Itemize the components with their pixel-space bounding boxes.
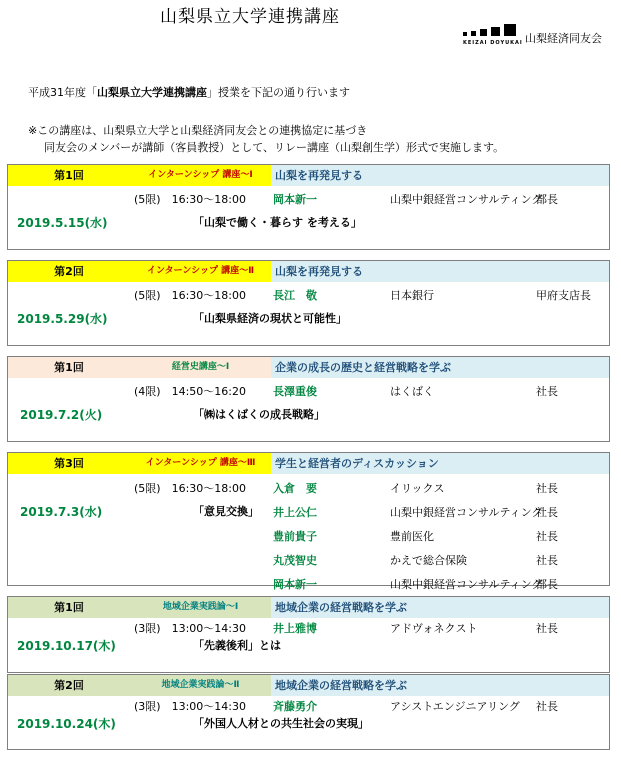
session-block <box>7 596 610 673</box>
lecturer-role: 社長 <box>536 530 558 543</box>
lecturer-row <box>8 695 609 715</box>
lecturer-row <box>8 525 609 545</box>
lecturer-row <box>8 549 609 569</box>
lecturer-company: 山梨中銀経営コンサルティング <box>390 193 543 206</box>
session-theme: 学生と経営者のディスカッション <box>271 453 609 474</box>
lecturer-name: 長江 敬 <box>273 289 317 302</box>
class-period: (5限) 16:30～18:00 <box>134 289 246 302</box>
session-date: 2019.7.3(水) <box>20 505 103 519</box>
session-topic: 「㈱はくばくの成長戦略」 <box>193 408 325 421</box>
lecturer-name: 入倉 要 <box>273 482 317 495</box>
session-number: 第1回 <box>8 357 130 378</box>
course-name: 経営史講座～Ⅰ <box>130 357 271 378</box>
session-topic: 「外国人人材との共生社会の実現」 <box>193 717 369 730</box>
lecturer-role: 社長 <box>536 700 558 713</box>
course-name: 地域企業実践論～Ⅱ <box>130 675 271 696</box>
course-name: インターンシップ 講座～Ⅰ <box>130 165 271 186</box>
note-line-1: ※この講座は、山梨県立大学と山梨経済同友会との連携協定に基づき <box>28 124 368 137</box>
session-date: 2019.10.17(木) <box>17 639 116 653</box>
lecturer-role: 社長 <box>536 385 558 398</box>
lecturer-company: アシストエンジニアリング <box>390 700 520 713</box>
lecturer-role: 社長 <box>536 622 558 635</box>
lecturer-company: はくばく <box>390 385 434 398</box>
course-name: インターンシップ 講座～Ⅱ <box>130 261 271 282</box>
lecturer-name: 斉藤勇介 <box>273 700 317 713</box>
session-block <box>7 452 610 591</box>
session-block <box>7 260 610 346</box>
session-number: 第1回 <box>8 165 130 186</box>
lecturer-name: 岡本新一 <box>273 578 317 591</box>
lecturer-role: 社長 <box>536 506 558 519</box>
lecturer-row <box>8 188 609 208</box>
class-period: (3限) 13:00～14:30 <box>134 700 246 713</box>
lecturer-company: 山梨中銀経営コンサルティング <box>390 506 543 519</box>
session-number: 第2回 <box>8 675 130 696</box>
lecturer-role: 社長 <box>536 482 558 495</box>
session-topic: 「意見交換」 <box>193 505 259 518</box>
session-theme: 地域企業の経営戦略を学ぶ <box>271 675 609 696</box>
session-header <box>8 597 609 618</box>
course-name: インターンシップ 講座～Ⅲ <box>130 453 271 474</box>
session-number: 第1回 <box>8 597 130 618</box>
lecturer-row <box>8 573 609 593</box>
lecturer-name: 岡本新一 <box>273 193 317 206</box>
lecturer-company: 日本銀行 <box>390 289 434 302</box>
session-date: 2019.5.29(水) <box>17 312 108 326</box>
session-header <box>8 165 609 186</box>
session-date: 2019.10.24(木) <box>17 717 116 731</box>
lecturer-name: 井上公仁 <box>273 506 317 519</box>
session-theme: 地域企業の経営戦略を学ぶ <box>271 597 609 618</box>
lecturer-role: 部長 <box>536 578 558 591</box>
lecturer-row <box>8 380 609 400</box>
lecturer-name: 豊前貴子 <box>273 530 317 543</box>
page-title: 山梨県立大学連携講座 <box>160 7 340 27</box>
session-topic: 「先義後利」とは <box>193 639 281 652</box>
session-topic: 「山梨で働く・暮らす を考える」 <box>193 216 362 229</box>
session-theme: 山梨を再発見する <box>271 165 609 186</box>
logo-text: KEIZAI DOYUKAI <box>463 40 523 46</box>
class-period: (5限) 16:30～18:00 <box>134 193 246 206</box>
session-date: 2019.5.15(水) <box>17 216 108 230</box>
session-header <box>8 357 609 378</box>
session-header <box>8 261 609 282</box>
lecturer-company: かえで総合保険 <box>390 554 467 567</box>
lecturer-name: 井上雅博 <box>273 622 317 635</box>
lecturer-row <box>8 284 609 304</box>
class-period: (5限) 16:30～18:00 <box>134 482 246 495</box>
lecturer-row <box>8 477 609 497</box>
lecturer-row <box>8 617 609 637</box>
lecturer-role: 甲府支店長 <box>536 289 591 302</box>
lecturer-role: 部長 <box>536 193 558 206</box>
session-number: 第3回 <box>8 453 130 474</box>
note-line-2: 同友会のメンバーが講師（客員教授）として、リレー講座（山梨創生学）形式で実施します。 <box>44 141 505 154</box>
lecturer-company: 山梨中銀経営コンサルティング <box>390 578 543 591</box>
lecturer-company: 豊前医化 <box>390 530 434 543</box>
class-period: (4限) 14:50～16:20 <box>134 385 246 398</box>
lecturer-name: 丸茂智史 <box>273 554 317 567</box>
course-name: 地域企業実践論～Ⅰ <box>130 597 271 618</box>
doyukai-logo <box>463 20 523 46</box>
intro-line: 平成31年度「山梨県立大学連携講座」授業を下記の通り行います <box>28 86 350 99</box>
class-period: (3限) 13:00～14:30 <box>134 622 246 635</box>
session-block <box>7 674 610 750</box>
lecturer-company: アドヴォネクスト <box>390 622 478 635</box>
session-header <box>8 675 609 696</box>
session-block <box>7 356 610 442</box>
lecturer-role: 社長 <box>536 554 558 567</box>
session-date: 2019.7.2(火) <box>20 408 103 422</box>
lecturer-company: イリックス <box>390 482 445 495</box>
session-block <box>7 164 610 250</box>
session-theme: 企業の成長の歴史と経営戦略を学ぶ <box>271 357 609 378</box>
session-header <box>8 453 609 474</box>
lecturer-name: 長澤重俊 <box>273 385 317 398</box>
session-theme: 山梨を再発見する <box>271 261 609 282</box>
session-topic: 「山梨県経済の現状と可能性」 <box>193 312 347 325</box>
session-number: 第2回 <box>8 261 130 282</box>
org-name: 山梨経済同友会 <box>525 32 602 45</box>
